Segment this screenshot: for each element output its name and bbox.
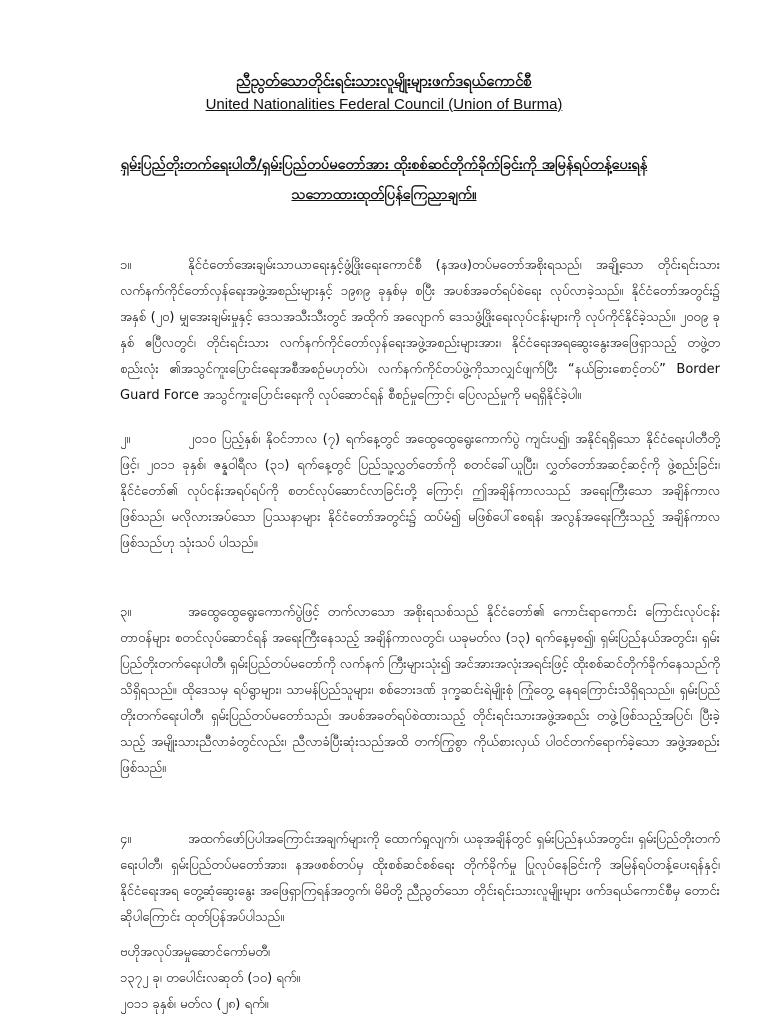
paragraph-number: ၃။: [120, 605, 132, 620]
paragraph-4: [120, 827, 720, 931]
footer-date-myanmar: ၁၃၇၂ ခု၊ တပေါင်းလဆုတ် (၁၀) ရက်။: [120, 971, 301, 986]
document-header: [0, 70, 768, 116]
paragraph-text: နိုင်ငံတော်အေးချမ်းသာယာရေးနှင့်ဖွံ့ဖြိုးရေးကောင်စီ (နအဖ)တပ်မတော်အစိုးရသည်၊ အချို့သော တိုင်းရင်းသား လက်နက်ကိုင်တော်လှန်ရေးအဖွဲ့အစည်းများနှင့် ၁၉၈၉ ခုနှစ်မှ စပြီး အပစ်အခတ်ရပ်စဲရေး လုပ်လာခဲ့သည်။ နိုင်ငံတော်အတွင်း၌ အနှစ် (၂၀) မျှအေးချမ်းမှုနှင့် ဒေသအသီးသီးတွင် အထိုက် အလျောက် ဒေသဖွံ့ဖြိုးရေးလုပ်ငန်းများကို လုပ်ကိုင်နိုင်ခဲ့သည်။ ၂၀၀၉ ခုနှစ် ဧပြီလတွင်၊ တိုင်းရင်းသား လက်နက်ကိုင်တော်လှန်ရေးအဖွဲ့အစည်းများအား၊ နိုင်ငံရေးအရဆွေးနွေးအဖြေရှာသည့် တဖွဲ့တစည်းလုံး ၏အသွင်ကူးပြောင်းရေးအစီအစဉ်မဟုတ်ပဲ၊ လက်နက်ကိုင်တပ်ဖွဲ့ကိုသာလျှင်ဖျက်ပြီး “နယ်ခြားစောင့်တပ်” Border Guard Force အသွင်ကူးပြောင်းရေးကို လုပ်ဆောင်ရန် စီစဉ်မှုကြောင့်၊ ပြေလည်မှုကို မရရှိနိုင်ခဲ့ပါ။: [120, 258, 720, 403]
document-footer: [120, 940, 720, 1018]
paragraph-number: ၁။: [120, 258, 132, 273]
paragraph-number: ၄။: [120, 832, 132, 847]
org-name-english: United Nationalities Federal Council (Union of Burma): [205, 96, 563, 113]
footer-committee: ဗဟိုအလုပ်အမှုဆောင်ကော်မတီ၊: [120, 945, 270, 960]
document-title: [60, 150, 708, 210]
paragraph-text: အထွေထွေရွေးကောက်ပွဲဖြင့် တက်လာသော အစိုးရသစ်သည် နိုင်ငံတော်၏ ကောင်းရာကောင်း ကြောင်းလုပ်ငန်းတာဝန်များ စတင်လုပ်ဆောင်ရန် အရေးကြီးနေသည့် အချိန်ကာလတွင်၊ ယခုမတ်လ (၁၃) ရက်နေ့မှစ၍၊ ရှမ်းပြည်နယ်အတွင်း၊ ရှမ်းပြည်တိုးတက်ရေးပါတီ၊ ရှမ်းပြည်တပ်မတော်ကို လက်နက် ကြီးများသုံး၍ အင်အားအလုံးအရင်းဖြင့် ထိုးစစ်ဆင်တိုက်ခိုက်နေသည်ကို သိရှိရသည်။ ထိုဒေသမှ ရပ်ရွာများ၊ သာမန်ပြည်သူများ၊ စစ်ဘေးဒဏ် ဒုက္ခဆင်းရဲမျိုးစုံ ကြုံတွေ့ နေရကြောင်းသိရှိရသည်။ ရှမ်းပြည် တိုးတက်ရေးပါတီ၊ ရှမ်းပြည်တပ်မတော်သည်၊ အပစ်အခတ်ရပ်စဲထားသည့် တိုင်းရင်းသားအဖွဲ့အစည်း တဖွဲ့ဖြစ်သည့်အပြင်၊ ပြီးခဲ့သည့် အမျိုးသားညီလာခံတွင်လည်း၊ ညီလာခံပြီးဆုံးသည်အထိ တက်ကြွစွာ ကိုယ်စားလှယ် ပါဝင်တက်ရောက်ခဲ့သော အဖွဲ့အစည်းဖြစ်သည်။: [120, 605, 720, 776]
title-line-1: ရှမ်းပြည်တိုးတက်ရေးပါတီ/ရှမ်းပြည်တပ်မတော်အား ထိုးစစ်ဆင်တိုက်ခိုက်ခြင်းကို အမြန်ရပ်တန့်ပေးရန်: [120, 157, 648, 173]
paragraph-text: အထက်ဖော်ပြပါအကြောင်းအချက်များကို ထောက်ရှုလျက်၊ ယခုအချိန်တွင် ရှမ်းပြည်နယ်အတွင်း၊ ရှမ်းပြည်တိုးတက်ရေးပါတီ၊ ရှမ်းပြည်တပ်မတော်အား၊ နအဖစစ်တပ်မှ ထိုးစစ်ဆင်စစ်ရေး တိုက်ခိုက်မှု ပြုလုပ်နေခြင်းကို အမြန်ရပ်တန့်ပေးရန်နှင့်၊ နိုင်ငံရေးအရ တွေ့ဆုံဆွေးနွေး အဖြေရှာကြရန်အတွက်၊ မိမိတို့ ညီညွတ်သော တိုင်းရင်းသားလူမျိုးများ ဖက်ဒရယ်ကောင်စီမှ တောင်းဆိုပါကြောင်း ထုတ်ပြန်အပ်ပါသည်။: [120, 832, 720, 925]
paragraph-number: ၂။: [120, 432, 131, 447]
org-name-myanmar: ညီညွတ်သောတိုင်းရင်းသားလူမျိုးများဖက်ဒရယ်ကောင်စီ: [236, 72, 532, 90]
paragraph-2: [120, 427, 720, 557]
paragraph-3: [120, 600, 720, 782]
paragraph-1: [120, 253, 720, 409]
title-line-2: သဘောထားထုတ်ပြန်ကြေညာချက်။: [291, 187, 477, 203]
paragraph-text: ၂၀၁၀ ပြည့်နှစ်၊ နိုဝင်ဘာလ (၇) ရက်နေ့တွင် အထွေထွေရွေးကောက်ပွဲ ကျင်းပ၍၊ အနိုင်ရရှိသော နိုင်ငံရေးပါတီတို့ဖြင့်၊ ၂၀၁၁ ခုနှစ်၊ ဇန္နဝါရီလ (၃၁) ရက်နေ့တွင် ပြည်သူ့လွှတ်တော်ကို စတင်ခေါ်ယူပြီး၊ လွှတ်တော်အဆင့်ဆင့်ကို ဖွဲ့စည်းခြင်း၊ နိုင်ငံတော်၏ လုပ်ငန်းအရပ်ရပ်ကို စတင်လုပ်ဆောင်လာခြင်းတို့ ကြောင့်၊ ဤအချိန်ကာလသည် အရေးကြီးသော အချိန်ကာလဖြစ်သည်၊ မလိုလားအပ်သော ပြဿနာများ နိုင်ငံတော်အတွင်း၌ ထပ်မံ၍ မဖြစ်ပေါ်စေရန်၊ အလွန်အရေးကြီးသည့် အချိန်ကာလ ဖြစ်သည်ဟု သုံးသပ် ပါသည်။: [120, 432, 720, 551]
footer-date-gregorian: ၂၀၁၁ ခုနှစ်၊ မတ်လ (၂၈) ရက်။: [120, 997, 269, 1012]
